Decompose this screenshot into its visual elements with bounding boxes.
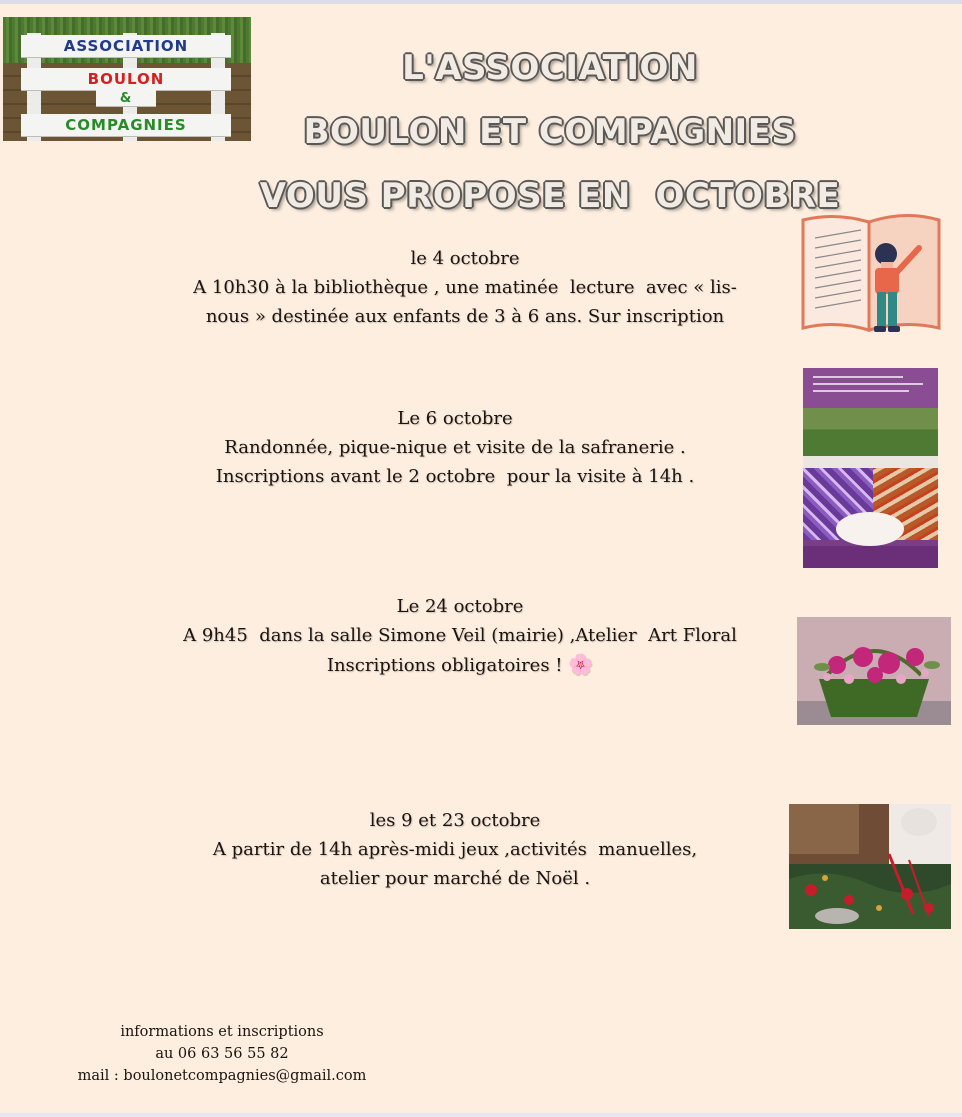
event-games-crafts bbox=[170, 806, 740, 893]
event-reading bbox=[170, 244, 760, 331]
contact-email: mail : boulonetcompagnies@gmail.com bbox=[77, 1068, 367, 1084]
logo-text-association: ASSOCIATION bbox=[21, 35, 231, 57]
logo-text-compagnies bbox=[21, 114, 231, 136]
logo-text-compagnies-word: COMPAGNIES bbox=[65, 116, 187, 134]
event-description-line: A 10h30 à la bibliothèque , une matinée lecture avec « lis- bbox=[193, 277, 737, 298]
event-description-text: Inscriptions obligatoires ! bbox=[326, 655, 563, 676]
poster-brand-badge bbox=[836, 512, 904, 546]
event-description-line: atelier pour marché de Noël . bbox=[319, 868, 591, 889]
poster-footer bbox=[803, 546, 938, 568]
event-description-line: A 9h45 dans la salle Simone Veil (mairie) ,Atelier Art Floral bbox=[183, 625, 737, 646]
contact-heading: informations et inscriptions bbox=[120, 1024, 324, 1040]
poster-info-band bbox=[803, 456, 938, 468]
poster-field-photo bbox=[803, 408, 938, 456]
event-description-line: Inscriptions avant le 2 octobre pour la visite à 14h . bbox=[215, 466, 695, 487]
saffron-farm-poster bbox=[803, 368, 938, 568]
logo-pallet bbox=[21, 33, 231, 141]
event-floral-art bbox=[150, 592, 770, 680]
floral-arrangement-photo bbox=[797, 617, 951, 725]
contact-phone: au 06 63 56 55 82 bbox=[155, 1046, 289, 1062]
flower-basket-icon bbox=[797, 617, 951, 725]
event-date: Le 24 octobre bbox=[396, 596, 524, 617]
event-description-line: nous » destinée aux enfants de 3 à 6 ans. Sur inscription bbox=[205, 306, 725, 327]
event-description-line: Randonnée, pique-nique et visite de la safranerie . bbox=[224, 437, 686, 458]
craft-workshop-icon bbox=[789, 804, 951, 929]
cherry-blossom-icon: 🌸 bbox=[568, 652, 594, 676]
event-date: Le 6 octobre bbox=[397, 408, 513, 429]
event-hike-saffron bbox=[170, 404, 740, 491]
christmas-craft-photo bbox=[789, 804, 951, 929]
book-reading-illustration bbox=[795, 208, 945, 338]
event-date: les 9 et 23 octobre bbox=[369, 810, 541, 831]
association-logo bbox=[3, 17, 251, 141]
logo-ampersand: & bbox=[96, 90, 156, 106]
event-description-line-with-emoji bbox=[150, 650, 770, 680]
event-description-line: A partir de 14h après-midi jeux ,activités manuelles, bbox=[212, 839, 698, 860]
title-line-1: L'ASSOCIATION bbox=[402, 48, 698, 88]
open-book-child-icon bbox=[795, 208, 945, 338]
title-line-2: BOULON ET COMPAGNIES bbox=[303, 112, 797, 152]
logo-text-boulon bbox=[21, 68, 231, 90]
top-border bbox=[0, 0, 962, 4]
event-date: le 4 octobre bbox=[410, 248, 520, 269]
contact-info bbox=[72, 1021, 372, 1087]
logo-text-boulon-word: BOULON bbox=[87, 70, 165, 88]
page-title bbox=[240, 36, 860, 228]
bottom-border bbox=[0, 1113, 962, 1117]
title-line-3: VOUS PROPOSE EN OCTOBRE bbox=[259, 176, 841, 216]
